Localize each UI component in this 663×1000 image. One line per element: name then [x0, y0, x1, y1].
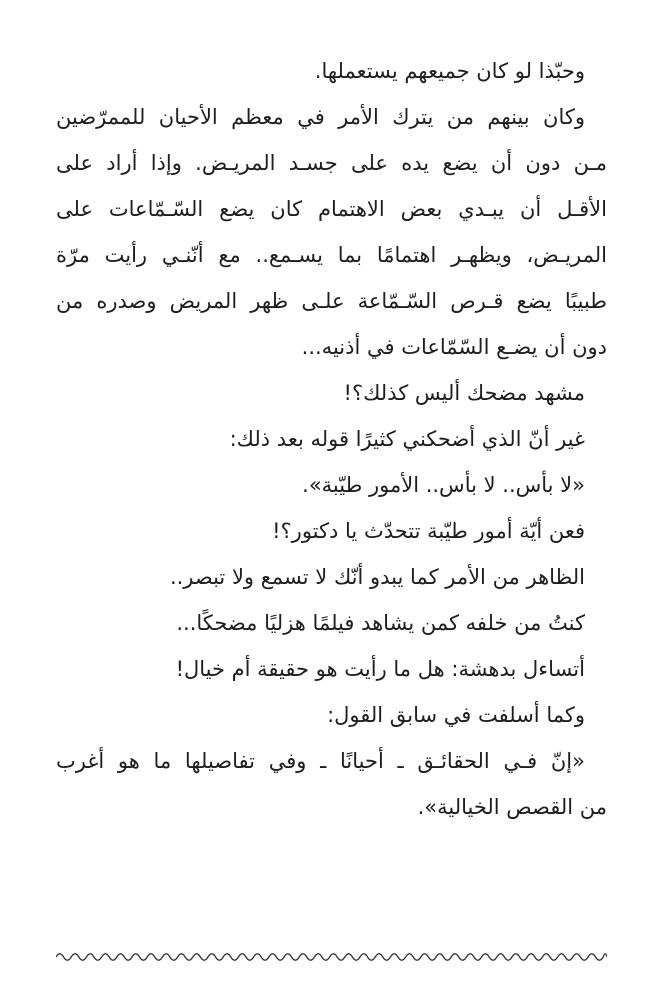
wavy-divider-icon: [56, 950, 607, 964]
text-line: من القصص الخيالية».: [417, 795, 607, 819]
text-line: وحبّذا لو كان جميعهم يستعملها.: [314, 59, 585, 83]
text-line: مشهد مضحك أليس كذلك؟!: [343, 381, 585, 405]
text-line: وكان بينهم من يترك الأمر في معظم الأحيان للممرّضين: [56, 105, 585, 129]
text-line: فعن أيّة أمور طيّبة تتحدّث يا دكتور؟!: [272, 519, 585, 543]
text-line: الأقـل أن يبـدي بعض الاهتمام كان يضع السّـمّاعات على: [56, 197, 607, 221]
text-line: الظاهر من الأمر كما يبدو أنّك لا تسمع ولا تبصر..: [169, 565, 585, 589]
text-line: مـن دون أن يضع يده على جسـد المريـض. وإذا أراد على: [56, 151, 607, 175]
text-line: «لا بأس.. لا بأس.. الأمور طيّبة».: [302, 473, 585, 497]
text-line: أتساءل بدهشة: هل ما رأيت هو حقيقة أم خيال!: [175, 657, 585, 681]
text-line: «إنّ فـي الحقائـق ـ أحيانًا ـ وفي تفاصيلها ما هو أغرب: [56, 749, 585, 773]
text-line: وكما أسلفت في سابق القول:: [327, 703, 585, 727]
text-line: المريـض، ويظهـر اهتمامًا بما يسـمع.. مع أنّنـي رأيت مرّة: [56, 243, 607, 267]
text-line: كنتُ من خلفه كمن يشاهد فيلمًا هزليًا مضحكًا...: [176, 611, 585, 635]
text-line: دون أن يضـع السّمّاعات في أذنيه...: [301, 335, 607, 359]
text-line: طبيبًا يضع قـرص السّـمّاعة علـى ظهر المريض وصدره من: [56, 289, 607, 313]
text-line: غير أنّ الذي أضحكني كثيرًا قوله بعد ذلك:: [229, 427, 585, 451]
